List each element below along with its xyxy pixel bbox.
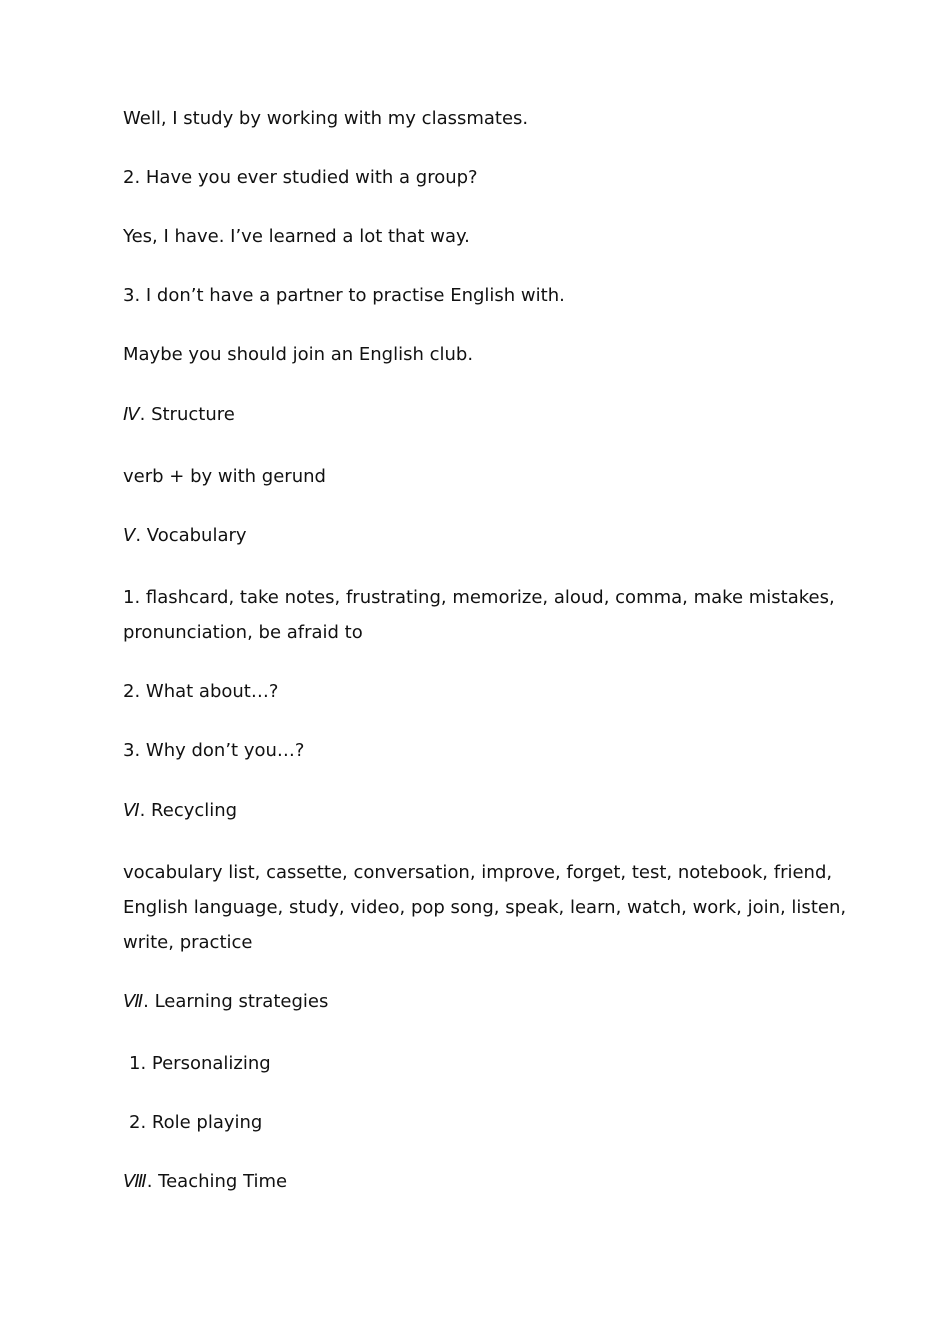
section-title: . Recycling — [139, 800, 238, 821]
section-heading-structure — [123, 404, 235, 426]
section-number: Ⅴ — [123, 525, 136, 546]
section-number: Ⅳ — [123, 404, 140, 425]
vocabulary-line: 2. What about…? — [123, 681, 279, 702]
answer-line: Maybe you should join an English club. — [123, 344, 474, 365]
answer-line: Well, I study by working with my classmates. — [123, 108, 529, 129]
question-line: 3. I don’t have a partner to practise English with. — [123, 285, 565, 306]
section-number: Ⅵ — [123, 800, 140, 821]
recycling-line: vocabulary list, cassette, conversation, improve, forget, test, notebook, friend, — [123, 862, 833, 883]
section-number: Ⅶ — [123, 991, 144, 1012]
vocabulary-line: 1. flashcard, take notes, frustrating, memorize, aloud, comma, make mistakes, — [123, 587, 835, 608]
section-title: . Structure — [139, 404, 235, 425]
section-heading-learning-strategies — [123, 991, 328, 1013]
strategy-item: 1. Personalizing — [129, 1053, 271, 1074]
section-title: . Teaching Time — [146, 1171, 288, 1192]
recycling-line: English language, study, video, pop song, speak, learn, watch, work, join, listen, — [123, 897, 847, 918]
section-title: . Vocabulary — [135, 525, 247, 546]
section-number: Ⅷ — [123, 1171, 147, 1192]
section-heading-teaching-time — [123, 1171, 287, 1193]
structure-line: verb + by with gerund — [123, 466, 326, 487]
strategy-item: 2. Role playing — [129, 1112, 263, 1133]
question-line: 2. Have you ever studied with a group? — [123, 167, 478, 188]
answer-line: Yes, I have. I’ve learned a lot that way. — [123, 226, 470, 247]
vocabulary-line: 3. Why don’t you…? — [123, 740, 305, 761]
section-title: . Learning strategies — [143, 991, 329, 1012]
recycling-line: write, practice — [123, 932, 253, 953]
section-heading-recycling — [123, 800, 237, 822]
section-heading-vocabulary — [123, 525, 247, 547]
vocabulary-line: pronunciation, be afraid to — [123, 622, 363, 643]
